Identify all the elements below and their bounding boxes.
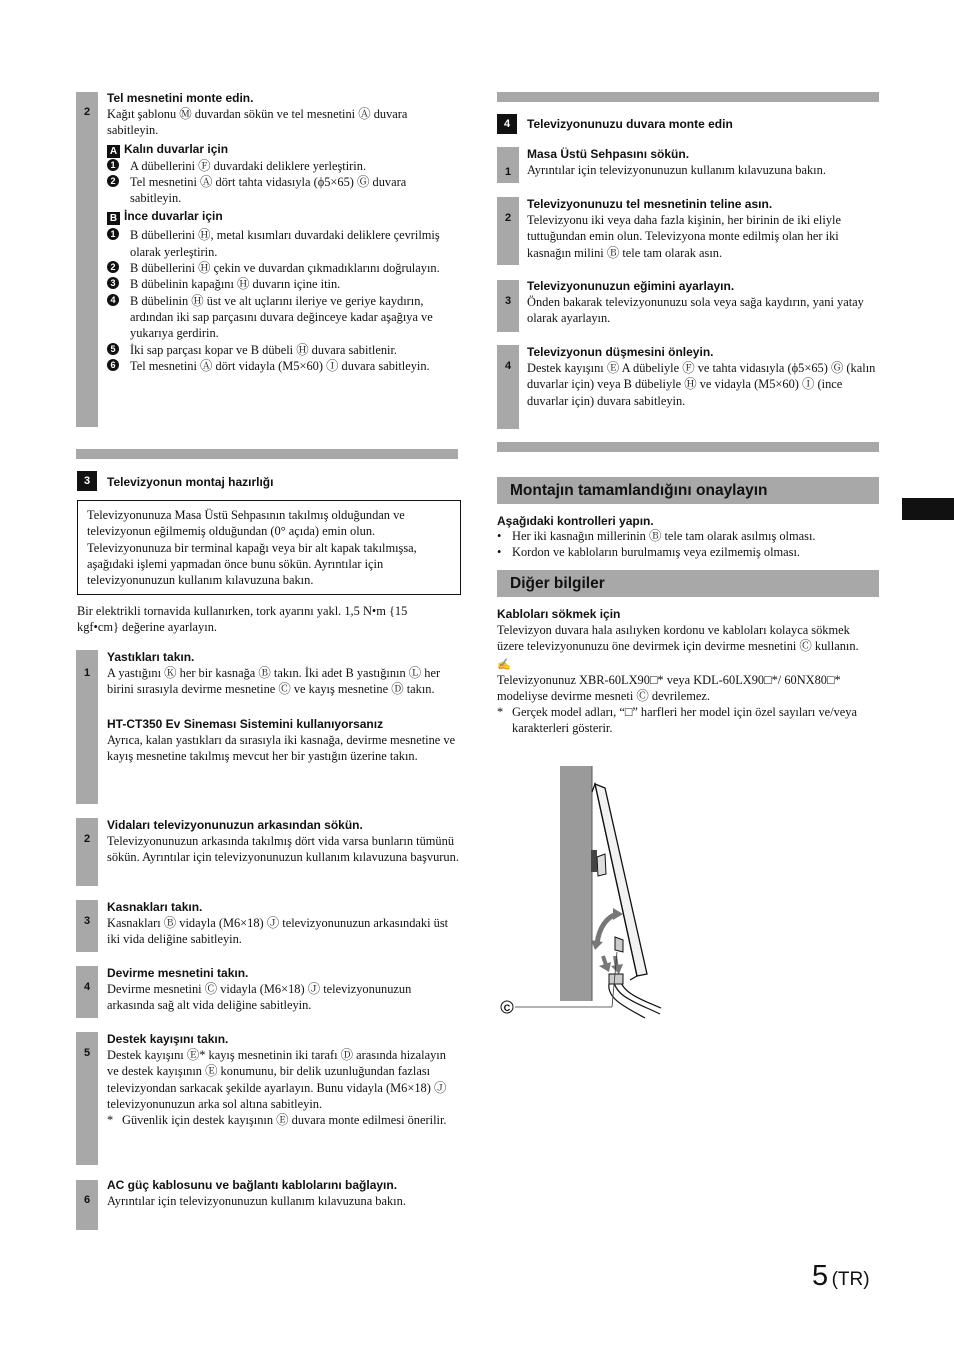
- torque-note: Bir elektrikli tornavida kullanırken, tork ayarını yakl. 1,5 N•m {15 kgf•cm} değerine ayarlayın.: [77, 604, 408, 635]
- page-number: [812, 1260, 870, 1292]
- item-text: B dübellerini Ⓗ çekin ve duvardan çıkmadıklarını doğrulayın.: [130, 261, 440, 276]
- page-tab: [902, 498, 954, 520]
- item-text: A dübellerini Ⓕ duvardaki deliklere yerleştirin.: [130, 158, 367, 173]
- number-badge: 1: [107, 159, 119, 171]
- number-badge: 1: [107, 228, 119, 240]
- item-text: Tel mesnetini Ⓐ dört tahta vidasıyla (ϕ5×65) Ⓖ duvara sabitleyin.: [130, 174, 407, 206]
- step-content: [107, 1031, 459, 1128]
- step-bar: [76, 92, 98, 427]
- step-text: Destek kayışını Ⓔ* kayış mesnetinin iki tarafı Ⓓ arasında hizalayın ve destek kayışının Ⓔ konumunu, bir delik uzunluğundan fazlası televizyondan sarkacak şekilde ayarlayın. Bunu vidayla (M6×18) Ⓙ televizyonunuzun arka sol altına sabitleyin.: [107, 1048, 447, 1111]
- other-info-heading: Diğer bilgiler: [497, 570, 879, 597]
- section-title: Televizyonun montaj hazırlığı: [107, 475, 274, 489]
- notice-text: Televizyonunuza Masa Üstü Sehpasının takılmış olduğundan ve televizyonun eğilmemiş olduğundan (0° açıda) emin olun. Televizyonunuza bir terminal kapağı veya bir alt kapak takılmışsa, aşağıdaki işlemi yapmadan önce bunu sökün. Ayrıntılar için televizyonunuzun kullanım kılavuzuna bakın.: [87, 508, 417, 588]
- confirm-subheading: Aşağıdaki kontrolleri yapın.: [497, 514, 654, 528]
- step-text: Televizyonu iki veya daha fazla kişinin, her birinin de iki eliyle tuttuğundan emin olun. Televizyona monte edilmiş olan her iki kasnağın milini Ⓑ tele tam olarak asın.: [527, 213, 841, 260]
- notice-box: [77, 500, 461, 595]
- item-text: B dübelinin kapağını Ⓗ duvarın içine itin.: [130, 277, 341, 292]
- thick-wall-heading: [107, 141, 459, 158]
- section-divider: [76, 449, 458, 459]
- step-title: Yastıkları takın.: [107, 650, 195, 664]
- step-content: [527, 146, 879, 178]
- step-subtitle: HT-CT350 Ev Sineması Sistemini kullanıyorsanız: [107, 716, 384, 731]
- step-title: Vidaları televizyonunuzun arkasından sökün.: [107, 818, 363, 832]
- number-badge: 6: [107, 359, 119, 371]
- step-content: [107, 817, 459, 866]
- step-title: AC güç kablosunu ve bağlantı kablolarını bağlayın.: [107, 1178, 398, 1192]
- number-badge: 2: [107, 261, 119, 273]
- badge-b: B: [107, 212, 120, 225]
- step-content: [527, 196, 879, 261]
- thin-wall-heading: [107, 208, 459, 225]
- item-text: B dübellerini Ⓗ, metal kısımları duvardaki deliklere çevrilmiş olarak yerleştirin.: [130, 228, 440, 259]
- page-number-value: 5: [812, 1260, 829, 1292]
- step-number: 3: [84, 915, 91, 927]
- list-item: [107, 342, 459, 358]
- wall: [560, 766, 592, 1001]
- tilt-illustration: [495, 762, 665, 1022]
- step-subtext: Ayrıca, kalan yastıkları da sırasıyla iki kasnağa, devirme mesnetine ve kayış mesnetine takılmış mevcut her bir yastığın üzerine takın.: [107, 732, 456, 763]
- badge-a: A: [107, 145, 120, 158]
- list-item: [107, 293, 459, 342]
- section-title: Televizyonunuzu duvara monte edin: [527, 117, 733, 131]
- step-number: 1: [505, 166, 512, 178]
- step-number: 3: [505, 295, 512, 307]
- step-text: A yastığını Ⓚ her bir kasnağa Ⓑ takın. İki adet B yastığının Ⓛ her birini sırasıyla devirme mesnetine Ⓒ ve kayış mesnetine Ⓓ takın.: [107, 666, 441, 697]
- step-number: 2: [505, 212, 512, 224]
- step-title: Televizyonunuzu tel mesnetinin teline asın.: [527, 197, 773, 211]
- step-number: 2: [84, 833, 91, 845]
- step-text: Ayrıntılar için televizyonunuzun kullanım kılavuzuna bakın.: [527, 163, 826, 177]
- step-content: [527, 344, 879, 409]
- thick-wall-title: Kalın duvarlar için: [124, 141, 229, 156]
- step-text: Önden bakarak televizyonunuzu sola veya sağa kaydırın, yani yatay olarak ayarlayın.: [527, 295, 864, 326]
- step-number: 4: [84, 981, 91, 993]
- step-content: [107, 649, 459, 764]
- note-icon: ✍: [497, 658, 511, 671]
- list-item: [107, 158, 459, 174]
- page-language: (TR): [831, 1269, 870, 1290]
- step-number: 1: [84, 667, 91, 679]
- list-item: • Kordon ve kabloların burulmamış veya ezilmemiş olması.: [497, 544, 879, 560]
- step-content: [527, 278, 879, 327]
- step-title: Kasnakları takın.: [107, 900, 203, 914]
- step-text: Kasnakları Ⓑ vidayla (M6×18) Ⓙ televizyonunuzun arkasındaki üst iki vida deliğine sabitleyin.: [107, 916, 449, 947]
- step-title: Devirme mesnetini takın.: [107, 966, 249, 980]
- thin-wall-title: İnce duvarlar için: [124, 209, 223, 224]
- step-text: Destek kayışını Ⓔ A dübeliyle Ⓕ ve tahta vidasıyla (ϕ5×65) Ⓖ (kalın duvarlar için) veya B dübeliyle Ⓗ ve vidayla (M5×60) Ⓘ (ince duvarlar için) duvara sabitleyin.: [527, 361, 876, 408]
- number-badge: 3: [107, 277, 119, 289]
- list-item: [107, 174, 459, 207]
- step-content: [107, 1177, 459, 1209]
- figure-label: C: [503, 1003, 511, 1013]
- section-number: 4: [497, 114, 517, 134]
- step-bar: [497, 197, 519, 265]
- step-number: 6: [84, 1194, 91, 1206]
- list-item: [107, 276, 459, 292]
- section-divider: [497, 92, 879, 102]
- step-2-content: [107, 90, 459, 374]
- step-text: Televizyonunuzun arkasında takılmış dört vida varsa bunların tümünü sökün. Ayrıntılar için televizyonunuzun kullanım kılavuzuna başvurun.: [107, 834, 459, 865]
- list-item: [107, 358, 459, 374]
- step-title: Tel mesnetini monte edin.: [107, 91, 254, 105]
- list-item: • Her iki kasnağın millerinin Ⓑ tele tam olarak asılmış olması.: [497, 528, 879, 544]
- number-badge: 5: [107, 343, 119, 355]
- step-title: Televizyonunuzun eğimini ayarlayın.: [527, 279, 735, 293]
- cable-subheading: Kabloları sökmek için: [497, 607, 621, 621]
- step-number: 5: [84, 1047, 91, 1059]
- step-content: [107, 965, 459, 1014]
- step-title: Destek kayışını takın.: [107, 1032, 229, 1046]
- number-badge: 4: [107, 294, 119, 306]
- step-number: 2: [84, 106, 91, 118]
- item-text: İki sap parçası kopar ve B dübeli Ⓗ duvara sabitlenir.: [130, 342, 398, 357]
- step-title: Televizyonun düşmesini önleyin.: [527, 345, 714, 359]
- list-item: [107, 227, 459, 260]
- bracket: [591, 850, 597, 872]
- note-text: Televizyonunuz XBR-60LX90□* veya KDL-60LX90□*/ 60NX80□* modeliyse devirme mesneti Ⓒ devrilemez.: [497, 672, 841, 703]
- confirm-list: [497, 528, 879, 561]
- section-divider: [497, 442, 879, 452]
- other-info-content: [497, 606, 879, 737]
- step-note: * Güvenlik için destek kayışının Ⓔ duvara monte edilmesi önerilir.: [107, 1112, 459, 1128]
- list-item: [107, 260, 459, 276]
- step-text: Kağıt şablonu Ⓜ duvardan sökün ve tel mesnetini Ⓐ duvara sabitleyin.: [107, 107, 408, 138]
- step-content: [107, 899, 459, 948]
- cable-text: Televizyon duvara hala asılıyken kordonu ve kabloları kolayca sökmek üzere televizyonunuzu öne devirmek için devirme mesnetini Ⓒ kullanın.: [497, 623, 859, 654]
- step-title: Masa Üstü Sehpasını sökün.: [527, 147, 690, 161]
- asterisk-note: * Gerçek model adları, “□” harfleri her model için özel sayıları ve/veya karakterleri gösterir.: [497, 704, 879, 737]
- step-number: 4: [505, 360, 512, 372]
- item-text: B dübelinin Ⓗ üst ve alt uçlarını ileriye ve geriye kaydırın, ardından iki sap parçasını duvara değinceye kadar aşağıya ve yukarıya gerdirin.: [130, 293, 433, 341]
- step-text: Ayrıntılar için televizyonunuzun kullanım kılavuzuna bakın.: [107, 1194, 406, 1208]
- number-badge: 2: [107, 175, 119, 187]
- section-number: 3: [77, 471, 97, 491]
- step-bar: [76, 818, 98, 886]
- confirm-heading: Montajın tamamlandığını onaylayın: [497, 477, 879, 504]
- item-text: Tel mesnetini Ⓐ dört vidayla (M5×60) Ⓘ duvara sabitleyin.: [130, 358, 430, 373]
- step-text: Devirme mesnetini Ⓒ vidayla (M6×18) Ⓙ televizyonunuzun arkasında sağ alt vida deliğine sabitleyin.: [107, 982, 412, 1013]
